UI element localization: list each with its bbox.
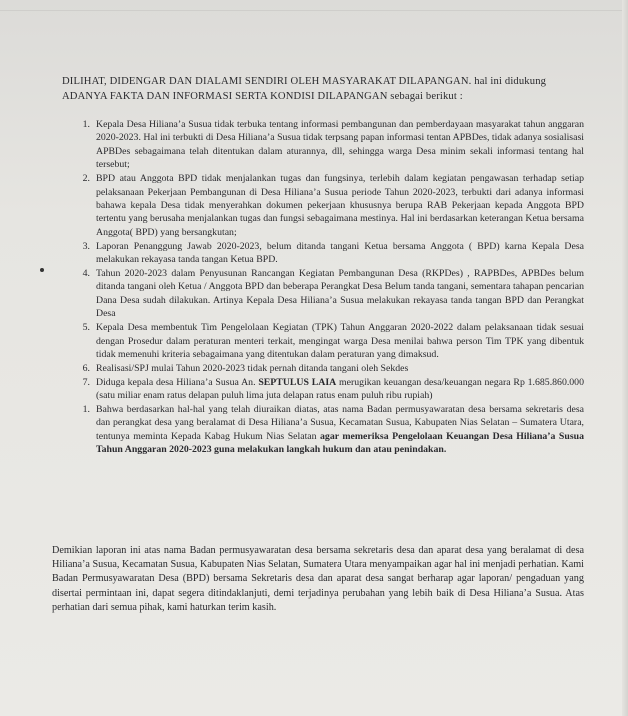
item-number: 7.	[82, 376, 90, 388]
item-text: BPD atau Anggota BPD tidak menjalankan tugas dan fungsinya, terlebih dalam kegiatan pengawasan terhadap setiap pelaksanaan Pekerjaan Pembangunan di Desa Hiliana’a Susua periode Tahun 2020-2023, terbukti dari adanya informasi bahawa kepala Desa tidak menyerahkan dokumen pekerjaan khususnya berupa RAB Pekerjaan kepada Anggota BPD tertentu yang berusaha menjalankan tugas dan fungsi sebagaimana mestinya. Hal ini berdasarkan keterangan Ketua bersama Anggota( BPD) yang bersangkutan;	[96, 173, 584, 238]
ink-dot	[40, 268, 44, 272]
item-number: 1.	[82, 119, 90, 130]
complaint-list	[64, 118, 584, 457]
item-text-part: Diduga kepala desa Hiliana’a Susua An.	[96, 376, 259, 388]
list-item	[64, 118, 584, 172]
item-number: 3.	[82, 240, 90, 252]
page-edge	[622, 0, 628, 716]
item-number: 2.	[82, 173, 90, 185]
item-text	[96, 376, 584, 403]
item-number: 1.	[82, 404, 90, 416]
request-emphasis: agar memeriksa Pengelolaan Keuangan Desa Hiliana’a Susua Tahun Anggaran 2020-2023 guna melakukan langkah hukum dan atau penindakan.	[96, 430, 584, 456]
item-text-part: Bahwa berdasarkan hal-hal yang telah diuraikan diatas, atas nama Badan permusyawaratan desa bersama sekretaris desa dan perangkat desa yang beralamat di Desa Hiliana’a Susua, Kecamatan Susua, Kabupaten Nias Selatan – Sumatera Utara, tentunya meminta Kepada Kabag Hukum Nias Selatan	[96, 404, 584, 442]
list-item	[64, 362, 584, 375]
list-item	[64, 403, 584, 457]
item-text: Laporan Penanggung Jawab 2020-2023, belum ditanda tangani Ketua bersama Anggota ( BPD) karna Kepala Desa melakukan rekayasa tanda tangan Ketua BPD.	[96, 240, 584, 266]
accused-name: SEPTULUS LAIA	[258, 376, 337, 388]
item-number: 5.	[82, 322, 90, 334]
item-text: Kepala Desa membentuk Tim Pengelolaan Kegiatan (TPK) Tahun Anggaran 2020-2022 dalam pelaksanaan tidak sesuai dengan Prosedur dalam peraturan menteri terkait, mengingat warga Desa menilai bahwa person Tim TPK yang dibentuk tidak memenuhi kriteria sebagaimana yang ditentukan dalam peraturan yang dimaksud.	[96, 322, 584, 360]
closing-paragraph: Demikian laporan ini atas nama Badan permusyawaratan desa bersama sekretaris desa dan aparat desa yang beralamat di desa Hiliana’a Susua, Kecamatan Susua, Kabupaten Nias Selatan, Sumatera Utara menyampaikan agar hal ini menjadi perhatian. Kami Badan Permusyawaratan Desa (BPD) bersama Sekretaris desa dan aparat desa sangat berharap agar laporan/ pengaduan yang disertai permintaan ini, dapat segera ditindaklanjuti, demi terjadinya perubahan yang lebih baik di Desa Hiliana’a Susua. Atas perhatian dari semua pihak, kami haturkan terim kasih.	[52, 545, 584, 613]
item-text: Tahun 2020-2023 dalam Penyusunan Rancangan Kegiatan Pembangunan Desa (RKPDes) , RAPBDes, APBDes belum ditanda tangani oleh Ketua / Anggota BPD dan beberapa Perangkat Desa Belum tanda tangani, sementara tahapan pencarian Dana Desa sudah dilakukan. Artinya Kepala Desa Hiliana’a Susua melakukan rekayasa tanda tangan BPD dan Perangkat Desa	[96, 267, 584, 320]
intro-paragraph: DILIHAT, DIDENGAR DAN DIALAMI SENDIRI OLEH MASYARAKAT DILAPANGAN. hal ini didukung ADANYA FAKTA DAN INFORMASI SERTA KONDISI DILAPANGAN sebagai berikut :	[62, 76, 547, 102]
list-item	[64, 172, 584, 239]
item-text	[96, 403, 584, 457]
list-item	[64, 240, 584, 267]
item-number: 6.	[82, 362, 90, 374]
item-text: Realisasi/SPJ mulai Tahun 2020-2023 tidak pernah ditanda tangani oleh Sekdes	[96, 362, 409, 374]
page-fold	[0, 10, 628, 17]
item-text: Kepala Desa Hiliana’a Susua tidak terbuka tentang informasi pembangunan dan pemberdayaan masyarakat tahun anggaran 2020-2023. Hal ini terbukti di Desa Hiliana’a Susua tidak terpsang papan informasi tentan APBDes, tidak adanya sosialisasi APBDes sebagaimana telah ditentukan dalam aturannya, dll, sehingga warga Desa minim sekali informasi tentang hal tersebut;	[96, 119, 584, 171]
list-item	[64, 321, 584, 361]
item-number: 4.	[82, 267, 90, 279]
list-item	[64, 376, 584, 403]
list-item	[64, 267, 584, 321]
item-text-part: merugikan keuangan desa/keuangan negara Rp 1.685.860.000 (satu miliar enam ratus delapan puluh lima juta delapan ratus enam puluh ribu rupiah)	[96, 376, 584, 402]
